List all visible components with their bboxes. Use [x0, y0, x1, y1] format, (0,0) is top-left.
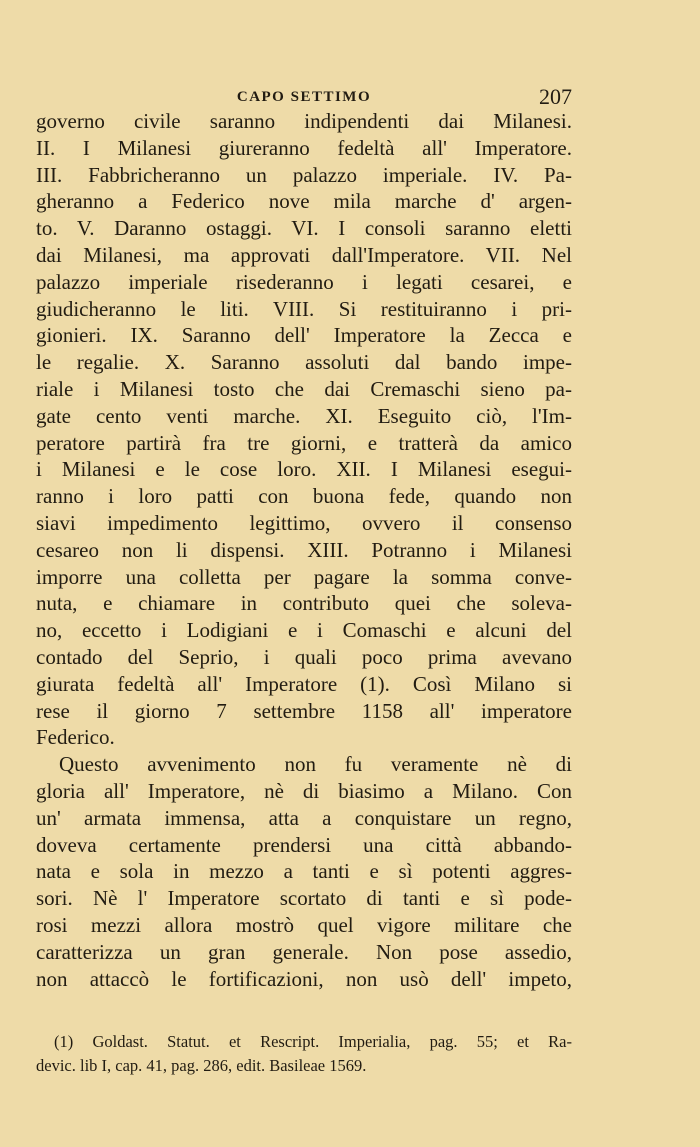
text-line: gloria all' Imperatore, nè di biasimo a Milano. Con — [36, 778, 572, 803]
text-line: nata e sola in mezzo a tanti e sì potenti aggres- — [36, 859, 572, 884]
text-line: gheranno a Federico nove mila marche d' argen- — [36, 189, 572, 214]
running-head — [36, 86, 572, 108]
text-line: governo civile saranno indipendenti dai Milanesi. — [36, 109, 572, 133]
text-line: gate cento venti marche. XI. Eseguito ciò, l'Im- — [36, 403, 572, 428]
text-line: caratterizza un gran generale. Non pose assedio, — [36, 939, 572, 964]
text-line: peratore partirà fra tre giorni, e tratterà da amico — [36, 430, 572, 455]
text-line: i Milanesi e le cose loro. XII. I Milanesi esegui- — [36, 457, 572, 482]
text-line: no, eccetto i Lodigiani e i Comaschi e alcuni del — [36, 618, 572, 643]
text-line: riale i Milanesi tosto che dai Cremaschi sieno pa- — [36, 376, 572, 401]
text-line: imporre una colletta per pagare la somma conve- — [36, 564, 572, 589]
text-line: cesareo non li dispensi. XIII. Potranno i Milanesi — [36, 537, 572, 562]
footnote-line: (1) Goldast. Statut. et Rescript. Imperialia, pag. 55; et Ra- — [54, 1032, 572, 1051]
text-line: palazzo imperiale risederanno i legati cesarei, e — [36, 269, 572, 294]
text-line: giudicheranno le liti. VIII. Si restituiranno i pri- — [36, 296, 572, 321]
footnote — [36, 1030, 572, 1078]
text-line: rosi mezzi allora mostrò quel vigore militare che — [36, 912, 572, 937]
body-text — [36, 108, 572, 992]
page-number: 207 — [539, 84, 572, 109]
text-line: III. Fabbricheranno un palazzo imperiale. IV. Pa- — [36, 162, 572, 187]
text-line: giurata fedeltà all' Imperatore (1). Così Milano si — [36, 671, 572, 696]
text-line: doveva certamente prendersi una città abbando- — [36, 832, 572, 857]
text-line: ranno i loro patti con buona fede, quando non — [36, 484, 572, 509]
text-line: II. I Milanesi giureranno fedeltà all' Imperatore. — [36, 135, 572, 160]
footnote-line: devic. lib I, cap. 41, pag. 286, edit. Basileae 1569. — [36, 1056, 367, 1075]
chapter-title: CAPO SETTIMO — [236, 89, 372, 105]
text-line: non attaccò le fortificazioni, non usò dell' impeto, — [36, 966, 572, 991]
text-line: siavi impedimento legittimo, ovvero il consenso — [36, 510, 572, 535]
paragraph-first-line: Questo avvenimento non fu veramente nè di — [59, 752, 572, 777]
text-line: dai Milanesi, ma approvati dall'Imperatore. VII. Nel — [36, 242, 572, 267]
text-line: nuta, e chiamare in contributo quei che soleva- — [36, 591, 572, 616]
text-line: sori. Nè l' Imperatore scortato di tanti e sì pode- — [36, 886, 572, 911]
text-line: contado del Seprio, i quali poco prima avevano — [36, 644, 572, 669]
text-line: le regalie. X. Saranno assoluti dal bando impe- — [36, 350, 572, 375]
text-line: to. V. Daranno ostaggi. VI. I consoli saranno eletti — [36, 216, 572, 241]
text-line: rese il giorno 7 settembre 1158 all' imperatore — [36, 698, 572, 723]
text-line: gionieri. IX. Saranno dell' Imperatore la Zecca e — [36, 323, 572, 348]
paragraph-end-line: Federico. — [36, 725, 115, 750]
text-line: un' armata immensa, atta a conquistare un regno, — [36, 805, 572, 830]
